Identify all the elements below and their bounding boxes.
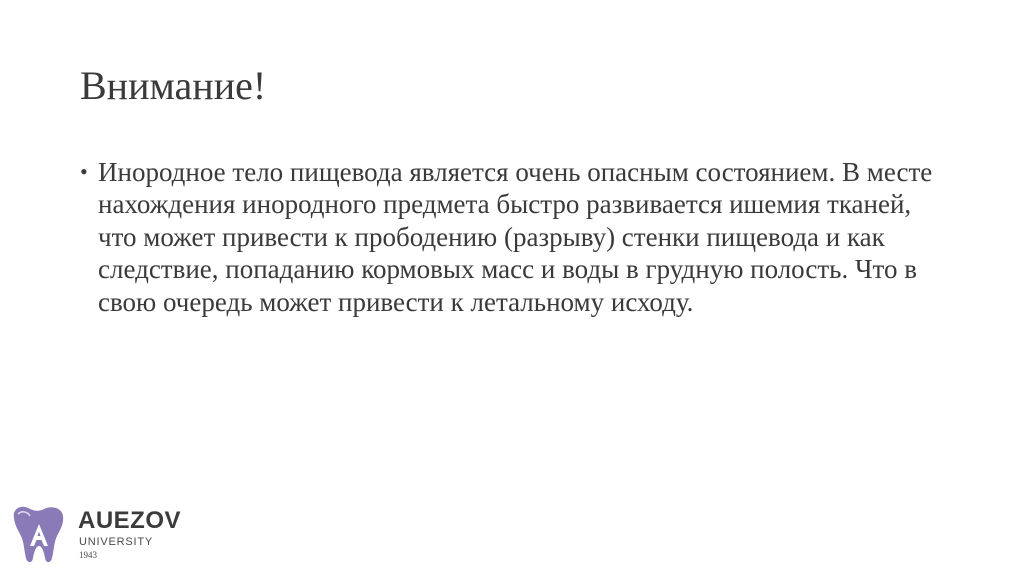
university-tooth-logo-icon bbox=[8, 500, 72, 566]
logo-name: AUEZOV bbox=[78, 507, 182, 534]
logo-subtitle: UNIVERSITY bbox=[79, 536, 154, 548]
slide-title: Внимание! bbox=[80, 63, 267, 108]
bullet-item bbox=[80, 156, 940, 318]
bullet-list bbox=[80, 156, 940, 318]
logo-year: 1943 bbox=[79, 550, 97, 560]
university-logo bbox=[8, 500, 198, 566]
bullet-text: Инородное тело пищевода является очень опасным состоянием. В месте нахождения инородного предмета быстро развивается ишемия тканей, что может привести к прободению (разрыву) стенки пищевода и как следствие, попаданию кормовых масс и воды в грудную полость. Что в свою очередь может привести к летальному исходу. bbox=[98, 157, 933, 317]
bullet-marker: • bbox=[80, 159, 88, 184]
